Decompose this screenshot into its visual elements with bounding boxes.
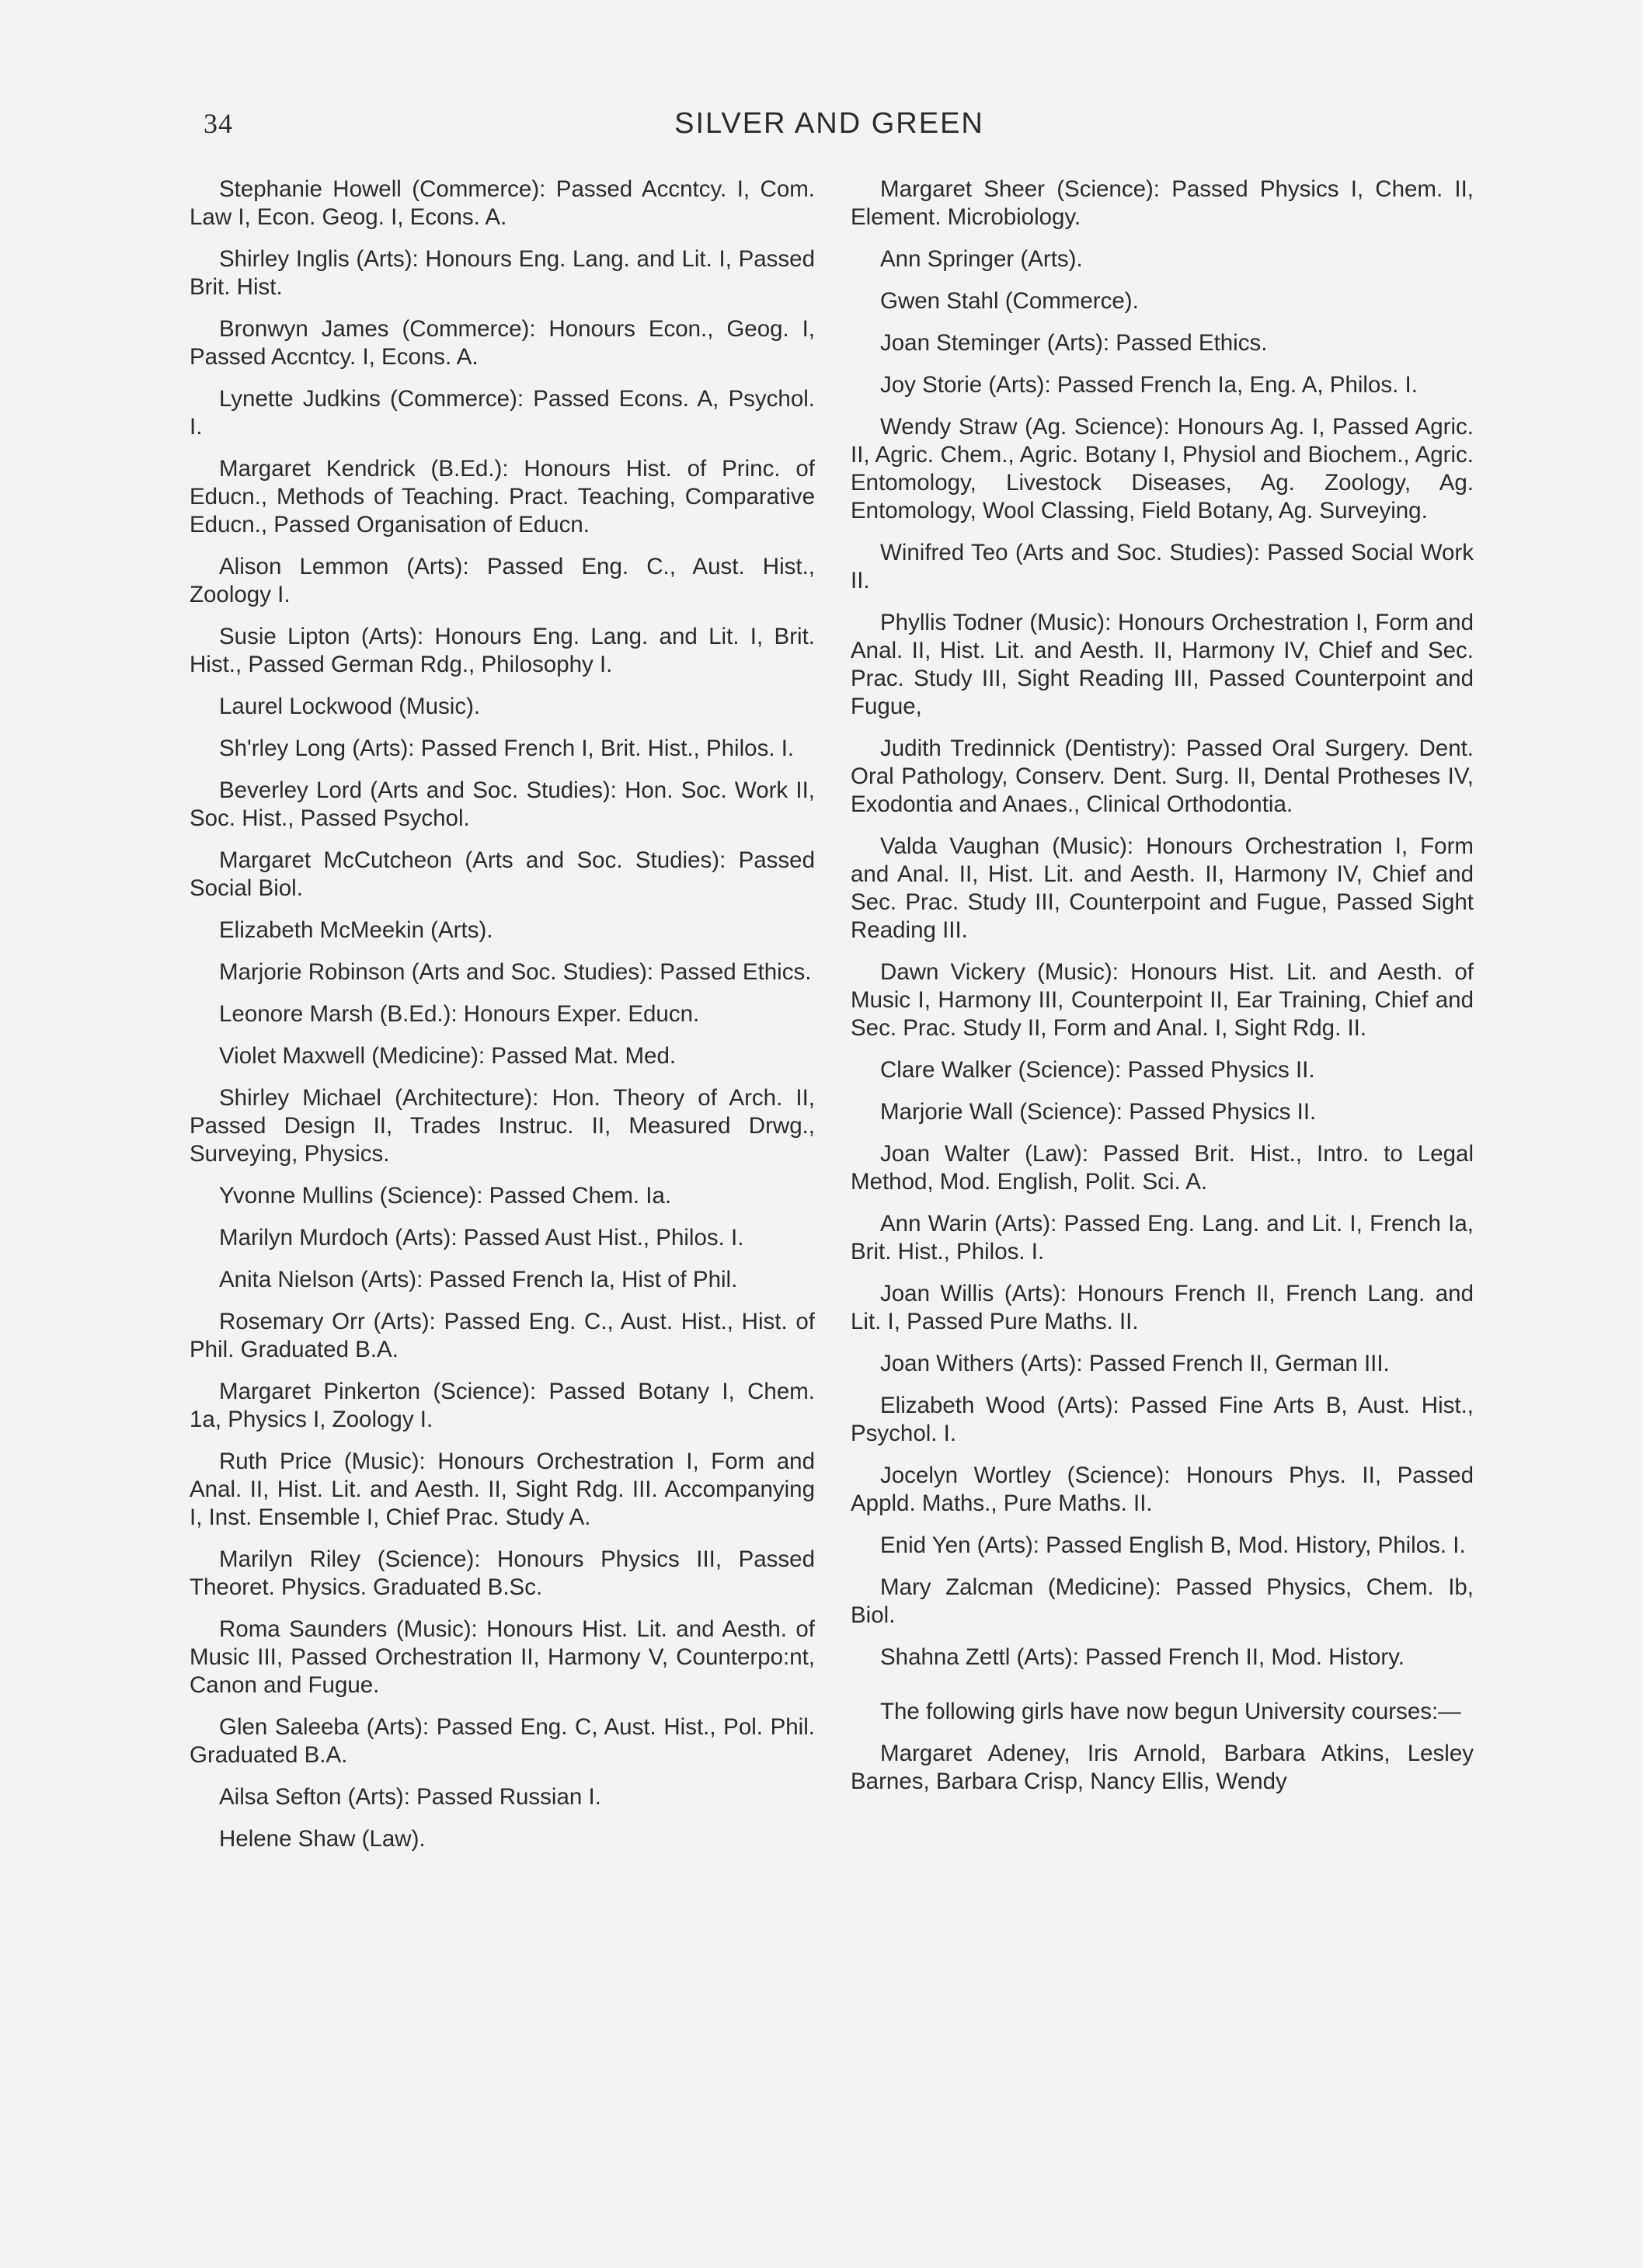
result-entry: Jocelyn Wortley (Science): Honours Phys. II, Passed Appld. Maths., Pure Maths. II. [851, 1463, 1474, 1516]
result-entry: Susie Lipton (Arts): Honours Eng. Lang. and Lit. I, Brit. Hist., Passed German Rdg., Philosophy I. [190, 624, 815, 677]
result-entry: Margaret Kendrick (B.Ed.): Honours Hist. of Princ. of Educn., Methods of Teaching. Pract. Teaching, Comparative Educn., Passed Organisation of Educn. [190, 456, 815, 537]
result-entry: Ann Warin (Arts): Passed Eng. Lang. and Lit. I, French Ia, Brit. Hist., Philos. I. [851, 1211, 1474, 1264]
result-entry: Marilyn Riley (Science): Honours Physics III, Passed Theoret. Physics. Graduated B.Sc. [190, 1546, 815, 1600]
result-entry: Ruth Price (Music): Honours Orchestration I, Form and Anal. II, Hist. Lit. and Aesth. II, Sight Rdg. III. Accompanying I, Inst. Ensemble I, Chief Prac. Study A. [190, 1449, 815, 1530]
result-entry: Wendy Straw (Ag. Science): Honours Ag. I, Passed Agric. II, Agric. Chem., Agric. Botany I, Physiol and Biochem., Agric. Entomology, Livestock Diseases, Ag. Zoology, Ag. Entomology, Wool Classing, Field Botany, Ag. Surveying. [851, 414, 1474, 524]
result-entry: Ann Springer (Arts). [880, 246, 1083, 272]
result-entry: Enid Yen (Arts): Passed English B, Mod. History, Philos. I. [880, 1532, 1466, 1558]
right-column [851, 176, 1474, 1810]
closing-intro: The following girls have now begun University courses:— [880, 1699, 1461, 1724]
result-entry: Ailsa Sefton (Arts): Passed Russian I. [219, 1784, 601, 1810]
result-entry: Margaret Sheer (Science): Passed Physics I, Chem. II, Element. Microbiology. [851, 176, 1474, 230]
result-entry: Leonore Marsh (B.Ed.): Honours Exper. Educn. [219, 1001, 700, 1027]
result-entry: Shirley Michael (Architecture): Hon. Theory of Arch. II, Passed Design II, Trades Instruc. II, Measured Drwg., Surveying, Physics. [190, 1085, 815, 1167]
result-entry: Roma Saunders (Music): Honours Hist. Lit. and Aesth. of Music III, Passed Orchestration II, Harmony V, Counterpo:nt, Canon and Fugue. [190, 1616, 815, 1698]
result-entry: Mary Zalcman (Medicine): Passed Physics, Chem. Ib, Biol. [851, 1574, 1474, 1628]
result-entry: Dawn Vickery (Music): Honours Hist. Lit. and Aesth. of Music I, Harmony III, Counterpoint II, Ear Training, Chief and Sec. Prac. Study II, Form and Anal. I, Sight Rdg. II. [851, 959, 1474, 1041]
result-entry: Rosemary Orr (Arts): Passed Eng. C., Aust. Hist., Hist. of Phil. Graduated B.A. [190, 1309, 815, 1362]
result-entry: Elizabeth McMeekin (Arts). [219, 917, 493, 943]
result-entry: Lynette Judkins (Commerce): Passed Econs. A, Psychol. I. [190, 386, 815, 440]
result-entry: Shirley Inglis (Arts): Honours Eng. Lang. and Lit. I, Passed Brit. Hist. [190, 246, 815, 300]
result-entry: Bronwyn James (Commerce): Honours Econ., Geog. I, Passed Accntcy. I, Econs. A. [190, 316, 815, 370]
result-entry: Yvonne Mullins (Science): Passed Chem. Ia. [219, 1183, 672, 1209]
result-entry: Joan Withers (Arts): Passed French II, German III. [880, 1351, 1390, 1376]
result-entry: Laurel Lockwood (Music). [219, 694, 481, 719]
result-entry: Clare Walker (Science): Passed Physics II. [880, 1057, 1315, 1083]
result-entry: Valda Vaughan (Music): Honours Orchestration I, Form and Anal. II, Hist. Lit. and Aesth. II, Harmony IV, Chief and Sec. Prac. Study III, Counterpoint and Fugue, Passed Sight Reading III. [851, 833, 1474, 943]
result-entry: Phyllis Todner (Music): Honours Orchestration I, Form and Anal. II, Hist. Lit. and Aesth. II, Harmony IV, Chief and Sec. Prac. Study III, Sight Reading III, Passed Counterpoint and Fugue, [851, 610, 1474, 719]
result-entry: Anita Nielson (Arts): Passed French Ia, Hist of Phil. [219, 1267, 738, 1292]
left-column [190, 176, 815, 1867]
result-entry: Beverley Lord (Arts and Soc. Studies): Hon. Soc. Work II, Soc. Hist., Passed Psychol. [190, 777, 815, 831]
result-entry: Joy Storie (Arts): Passed French Ia, Eng. A, Philos. I. [880, 372, 1418, 398]
result-entry: Sh'rley Long (Arts): Passed French I, Brit. Hist., Philos. I. [219, 736, 795, 761]
result-entry: Judith Tredinnick (Dentistry): Passed Oral Surgery. Dent. Oral Pathology, Conserv. Dent. Surg. II, Dental Protheses IV, Exodontia and Anaes., Clinical Orthodontia. [851, 736, 1474, 817]
result-entry: Helene Shaw (Law). [219, 1826, 426, 1852]
result-entry: Shahna Zettl (Arts): Passed French II, Mod. History. [880, 1644, 1405, 1670]
result-entry: Glen Saleeba (Arts): Passed Eng. C, Aust. Hist., Pol. Phil. Graduated B.A. [190, 1714, 815, 1768]
result-entry: Marjorie Robinson (Arts and Soc. Studies): Passed Ethics. [219, 959, 812, 985]
result-entry: Elizabeth Wood (Arts): Passed Fine Arts B, Aust. Hist., Psychol. I. [851, 1393, 1474, 1446]
result-entry: Marjorie Wall (Science): Passed Physics II. [880, 1099, 1317, 1125]
result-entry: Joan Walter (Law): Passed Brit. Hist., Intro. to Legal Method, Mod. English, Polit. Sci. A. [851, 1141, 1474, 1195]
result-entry: Gwen Stahl (Commerce). [880, 288, 1139, 314]
page-title: SILVER AND GREEN [674, 107, 984, 140]
closing-names: Margaret Adeney, Iris Arnold, Barbara Atkins, Lesley Barnes, Barbara Crisp, Nancy Ellis, Wendy [851, 1741, 1474, 1794]
result-entry: Winifred Teo (Arts and Soc. Studies): Passed Social Work II. [851, 540, 1474, 593]
result-entry: Violet Maxwell (Medicine): Passed Mat. Med. [219, 1043, 677, 1069]
result-entry: Marilyn Murdoch (Arts): Passed Aust Hist., Philos. I. [219, 1225, 744, 1251]
result-entry: Margaret McCutcheon (Arts and Soc. Studies): Passed Social Biol. [190, 847, 815, 901]
result-entry: Joan Willis (Arts): Honours French II, French Lang. and Lit. I, Passed Pure Maths. II. [851, 1281, 1474, 1334]
result-entry: Alison Lemmon (Arts): Passed Eng. C., Aust. Hist., Zoology I. [190, 554, 815, 607]
result-entry: Margaret Pinkerton (Science): Passed Botany I, Chem. 1a, Physics I, Zoology I. [190, 1379, 815, 1432]
page-number: 34 [204, 108, 233, 139]
result-entry: Joan Steminger (Arts): Passed Ethics. [880, 330, 1268, 356]
result-entry: Stephanie Howell (Commerce): Passed Accntcy. I, Com. Law I, Econ. Geog. I, Econs. A. [190, 176, 815, 230]
